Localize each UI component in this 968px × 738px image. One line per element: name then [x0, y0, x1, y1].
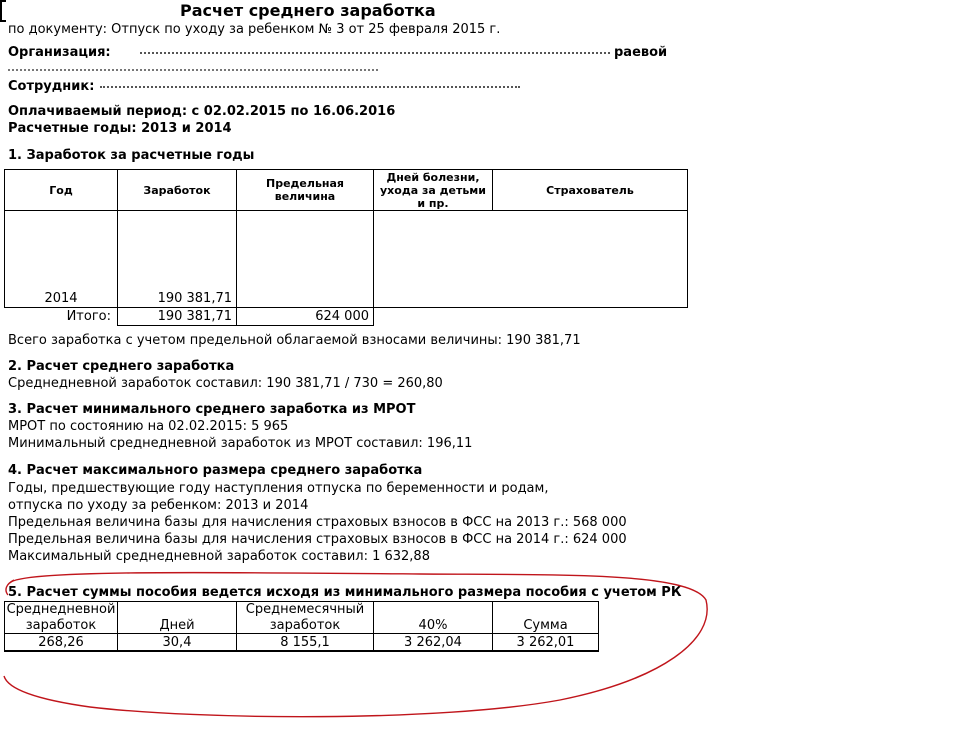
- section4-line2: отпуска по уходу за ребенком: 2013 и 2014: [8, 498, 309, 513]
- section5-heading: 5. Расчет суммы пособия ведется исходя из минимального размера пособия с учетом РК: [8, 585, 682, 600]
- total-earnings: 190 381,71: [157, 309, 232, 324]
- section4-heading: 4. Расчет максимального размера среднего заработка: [8, 463, 423, 478]
- section3-line1: МРОТ по состоянию на 02.02.2015: 5 965: [8, 419, 289, 434]
- section1-heading: 1. Заработок за расчетные годы: [8, 148, 255, 163]
- section3-line2: Минимальный среднедневной заработок из МРОТ составил: 196,11: [8, 436, 473, 451]
- header-sick-days: Дней болезни, ухода за детьми и пр.: [380, 171, 486, 210]
- header-days: Дней: [159, 618, 195, 633]
- organization-label: Организация:: [8, 45, 111, 60]
- employee-label: Сотрудник:: [8, 79, 95, 94]
- section1-summary: Всего заработка с учетом предельной облагаемой взносами величины: 190 381,71: [8, 333, 581, 348]
- header-limit: Предельная величина: [266, 177, 344, 203]
- section2-heading: 2. Расчет среднего заработка: [8, 359, 235, 374]
- value-daily-earnings: 268,26: [38, 635, 84, 650]
- total-label: Итого:: [66, 309, 111, 324]
- paid-period: Оплачиваемый период: с 02.02.2015 по 16.06.2016: [8, 104, 396, 119]
- document-reference: по документу: Отпуск по уходу за ребенком № 3 от 25 февраля 2015 г.: [8, 22, 501, 37]
- value-40-percent: 3 262,04: [404, 635, 462, 650]
- value-days: 30,4: [162, 635, 192, 650]
- section4-line4: Предельная величина базы для начисления страховых взносов в ФСС на 2014 г.: 624 000: [8, 532, 627, 547]
- header-year: Год: [49, 184, 73, 197]
- page-title: Расчет среднего заработка: [180, 1, 436, 20]
- organization-value-tail: раевой: [614, 45, 668, 60]
- header-40-percent: 40%: [418, 618, 448, 633]
- section4-line1: Годы, предшествующие году наступления отпуска по беременности и родам,: [8, 481, 549, 496]
- header-daily-earnings: Среднедневной заработок: [6, 602, 116, 633]
- row-year: 2014: [44, 291, 78, 306]
- section4-line3: Предельная величина базы для начисления страховых взносов в ФСС на 2013 г.: 568 000: [8, 515, 627, 530]
- header-monthly-earnings: Среднемесячный заработок: [245, 602, 365, 633]
- header-earnings: Заработок: [143, 184, 211, 197]
- row-earnings: 190 381,71: [157, 291, 232, 306]
- value-sum: 3 262,01: [516, 635, 575, 650]
- section3-heading: 3. Расчет минимального среднего заработка из МРОТ: [8, 402, 416, 417]
- section2-line1: Среднедневной заработок составил: 190 381,71 / 730 = 260,80: [8, 376, 443, 391]
- total-limit: 624 000: [315, 309, 369, 324]
- value-monthly-earnings: 8 155,1: [280, 635, 330, 650]
- section4-line5: Максимальный среднедневной заработок составил: 1 632,88: [8, 549, 430, 564]
- calculation-years: Расчетные годы: 2013 и 2014: [8, 121, 232, 136]
- header-sum: Сумма: [523, 618, 568, 633]
- header-insurer: Страхователь: [546, 184, 634, 197]
